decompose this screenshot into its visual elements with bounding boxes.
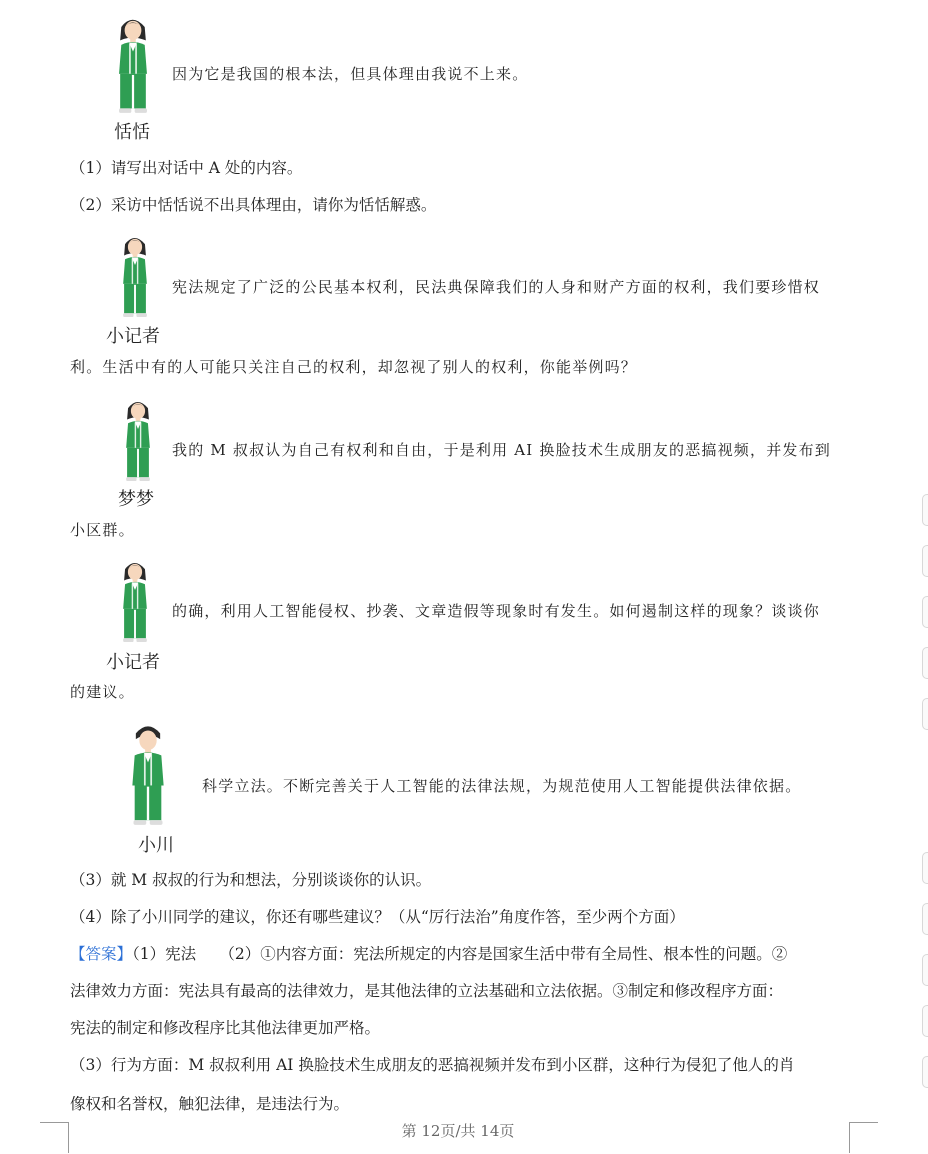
answer-line-1 [70,943,787,965]
side-tab[interactable] [922,698,928,730]
side-tab[interactable] [922,1056,928,1088]
question-1: （1）请写出对话中 A 处的内容。 [70,159,303,177]
dialogue-text: 科学立法。不断完善关于人工智能的法律法规，为规范使用人工智能提供法律依据。 [202,777,802,795]
tiantian-figure [104,8,162,114]
student-girl-icon [106,553,164,643]
side-tab[interactable] [922,494,928,526]
dialogue-text: 我的 M 叔叔认为自己有权利和自由，于是利用 AI 换脸技术生成朋友的恶搞视频，并发布到 [172,441,831,459]
answer-line-5: 像权和名誉权，触犯法律，是违法行为。 [70,1095,350,1113]
side-tab[interactable] [922,1005,928,1037]
xiaochuan-figure [110,716,186,826]
dialogue-text: 宪法规定了广泛的公民基本权利，民法典保障我们的人身和财产方面的权利，我们要珍惜权 [172,278,821,296]
question-4: （4）除了小川同学的建议，你还有哪些建议？（从“厉行法治”角度作答，至少两个方面） [70,908,685,926]
question-2: （2）采访中恬恬说不出具体理由，请你为恬恬解惑。 [70,196,437,214]
student-boy-icon [110,716,186,826]
question-3: （3）就 M 叔叔的行为和想法，分别谈谈你的认识。 [70,871,432,889]
mengmeng-figure [112,392,164,482]
page-number: 第 12页/共 14页 [401,1122,515,1140]
dialogue-text-continued: 小区群。 [70,521,135,539]
side-tab[interactable] [922,954,928,986]
dialogue-text-continued: 利。生活中有的人可能只关注自己的权利，却忽视了别人的权利，你能举例吗？ [70,358,638,376]
dialogue-text-continued: 的建议。 [70,683,135,701]
answer-line-3: 宪法的制定和修改程序比其他法律更加严格。 [70,1019,381,1037]
reporter-figure [106,553,164,643]
side-tab[interactable] [922,647,928,679]
dialogue-text: 的确，利用人工智能侵权、抄袭、文章造假等现象时有发生。如何遏制这样的现象？谈谈你 [172,602,821,620]
answer-line-4: （3）行为方面：M 叔叔利用 AI 换脸技术生成朋友的恶搞视频并发布到小区群，这种行为侵犯了他人的肖 [70,1056,795,1074]
side-tab[interactable] [922,596,928,628]
student-girl-icon [106,228,164,318]
answer-text: （1）宪法 （2）①内容方面：宪法所规定的内容是国家生活中带有全局性、根本性的问题。② [132,945,788,963]
speaker-name: 小记者 [106,326,160,347]
side-tab[interactable] [922,545,928,577]
speaker-name: 小川 [138,835,174,856]
side-tab[interactable] [922,903,928,935]
answer-line-2: 法律效力方面：宪法具有最高的法律效力，是其他法律的立法基础和立法依据。③制定和修改程序方面： [70,982,784,1000]
side-tab[interactable] [922,852,928,884]
speaker-name: 恬恬 [114,122,150,143]
student-girl-icon [104,8,162,114]
speaker-name: 小记者 [106,652,160,673]
student-girl-icon [112,392,164,482]
dialogue-text: 因为它是我国的根本法，但具体理由我说不上来。 [172,65,529,83]
answer-tag: 【答案】 [70,945,133,963]
speaker-name: 梦梦 [118,489,154,510]
reporter-figure [106,228,164,318]
